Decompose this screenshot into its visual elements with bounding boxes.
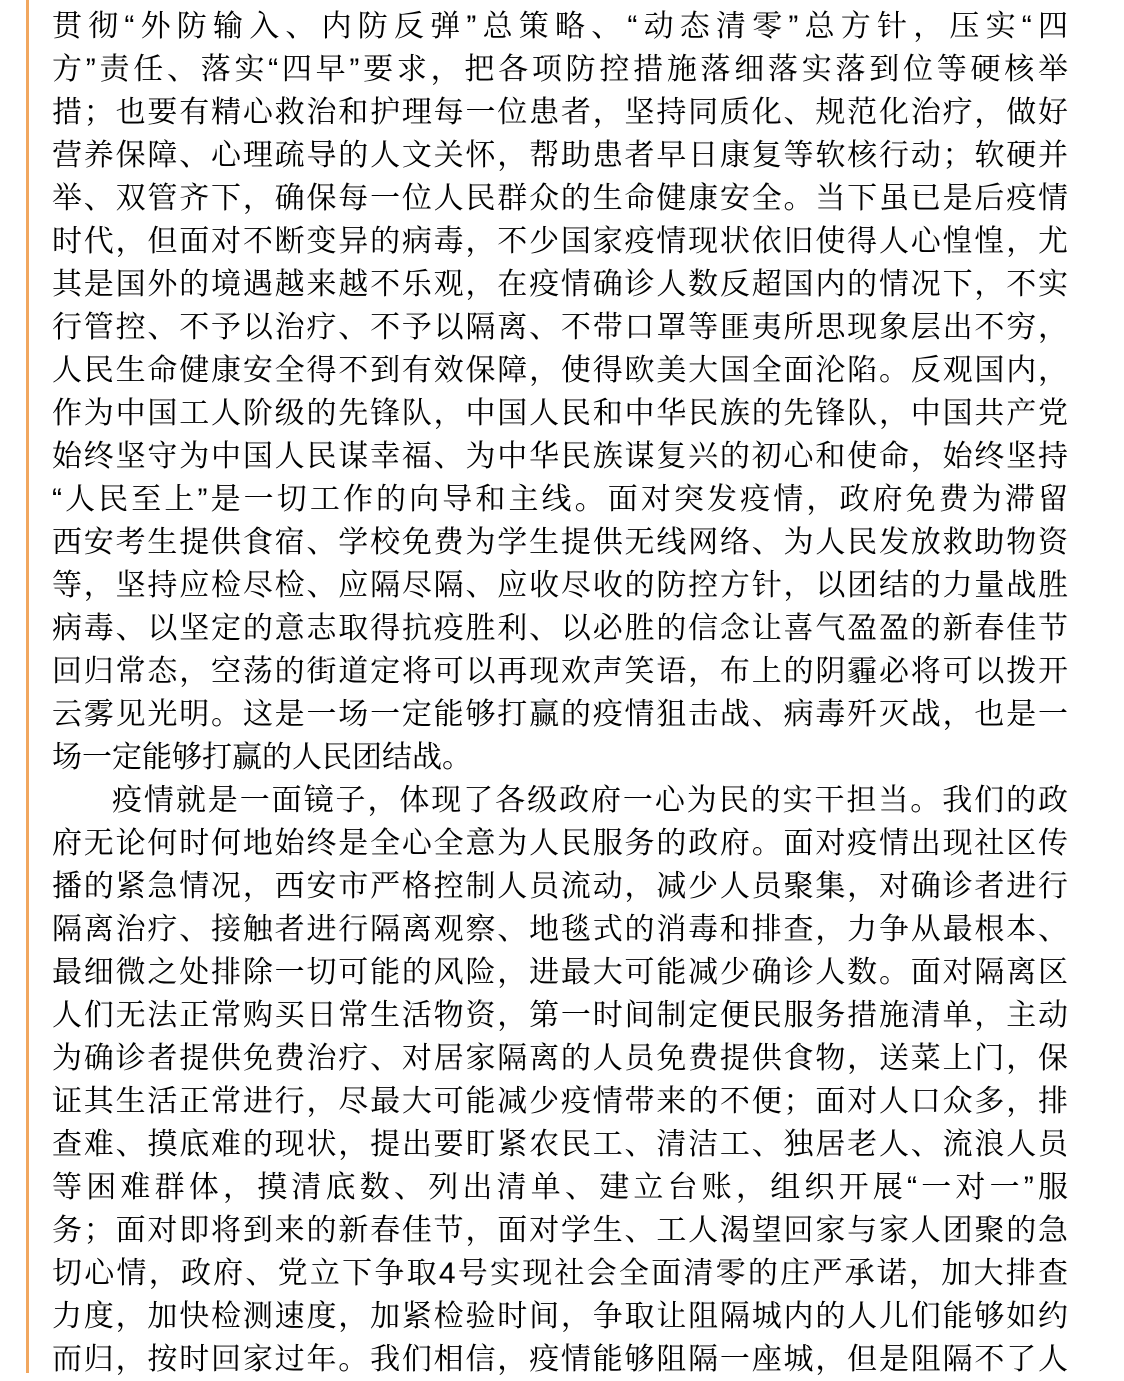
text-line: 云雾见光明。这是一场一定能够打赢的疫情狙击战、病毒歼灭战，也是一 bbox=[52, 698, 1068, 731]
text-line: 为确诊者提供免费治疗、对居家隔离的人员免费提供食物，送菜上门，保 bbox=[52, 1042, 1068, 1075]
text-line: 府无论何时何地始终是全心全意为人民服务的政府。面对疫情出现社区传 bbox=[52, 827, 1068, 860]
text-line: 措；也要有精心救治和护理每一位患者，坚持同质化、规范化治疗，做好 bbox=[52, 96, 1068, 129]
text-line: 作为中国工人阶级的先锋队，中国人民和中华民族的先锋队，中国共产党 bbox=[52, 397, 1068, 430]
text-line: 务；面对即将到来的新春佳节，面对学生、工人渴望回家与家人团聚的急 bbox=[52, 1214, 1068, 1247]
text-line: 始终坚守为中国人民谋幸福、为中华民族谋复兴的初心和使命，始终坚持 bbox=[52, 440, 1068, 473]
text-line: 行管控、不予以治疗、不予以隔离、不带口罩等匪夷所思现象层出不穷， bbox=[52, 311, 1068, 344]
text-line: 证其生活正常进行，尽最大可能减少疫情带来的不便；面对人口众多，排 bbox=[52, 1085, 1068, 1118]
text-line: 举、双管齐下，确保每一位人民群众的生命健康安全。当下虽已是后疫情 bbox=[52, 182, 1068, 215]
text-line-paragraph-end: 场一定能够打赢的人民团结战。 bbox=[52, 741, 472, 774]
text-line: 力度，加快检测速度，加紧检验时间，争取让阻隔城内的人儿们能够如约 bbox=[52, 1300, 1068, 1333]
text-line: 等困难群体，摸清底数、列出清单、建立台账，组织开展“一对一”服 bbox=[52, 1171, 1068, 1204]
text-line: 等，坚持应检尽检、应隔尽隔、应收尽收的防控方针，以团结的力量战胜 bbox=[52, 569, 1068, 602]
text-line: “人民至上”是一切工作的向导和主线。面对突发疫情，政府免费为滞留 bbox=[52, 483, 1068, 516]
text-line: 查难、摸底难的现状，提出要盯紧农民工、清洁工、独居老人、流浪人员 bbox=[52, 1128, 1068, 1161]
document-body-text bbox=[52, 5, 1068, 1381]
text-line: 贯彻“外防输入、内防反弹”总策略、“动态清零”总方针，压实“四 bbox=[52, 10, 1068, 43]
text-line: 人民生命健康安全得不到有效保障，使得欧美大国全面沦陷。反观国内， bbox=[52, 354, 1068, 387]
text-line: 播的紧急情况，西安市严格控制人员流动，减少人员聚集，对确诊者进行 bbox=[52, 870, 1068, 903]
text-line: 其是国外的境遇越来越不乐观，在疫情确诊人数反超国内的情况下，不实 bbox=[52, 268, 1068, 301]
text-line: 最细微之处排除一切可能的风险，进最大可能减少确诊人数。面对隔离区 bbox=[52, 956, 1068, 989]
text-line: 时代，但面对不断变异的病毒，不少国家疫情现状依旧使得人心惶惶，尤 bbox=[52, 225, 1068, 258]
text-line-paragraph-start: 疫情就是一面镜子，体现了各级政府一心为民的实干担当。我们的政 bbox=[112, 784, 1068, 817]
page-border-line bbox=[26, 0, 29, 1373]
text-line: 回归常态，空荡的街道定将可以再现欢声笑语，布上的阴霾必将可以拨开 bbox=[52, 655, 1068, 688]
text-line: 而归，按时回家过年。我们相信，疫情能够阻隔一座城，但是阻隔不了人 bbox=[52, 1343, 1068, 1376]
text-line: 营养保障、心理疏导的人文关怀，帮助患者早日康复等软核行动；软硬并 bbox=[52, 139, 1068, 172]
text-line: 西安考生提供食宿、学校免费为学生提供无线网络、为人民发放救助物资 bbox=[52, 526, 1068, 559]
text-line: 切心情，政府、党立下争取4号实现社会全面清零的庄严承诺，加大排查 bbox=[52, 1257, 1068, 1290]
text-line: 方”责任、落实“四早”要求，把各项防控措施落细落实落到位等硬核举 bbox=[52, 53, 1068, 86]
text-line: 隔离治疗、接触者进行隔离观察、地毯式的消毒和排查，力争从最根本、 bbox=[52, 913, 1068, 946]
text-line: 人们无法正常购买日常生活物资，第一时间制定便民服务措施清单，主动 bbox=[52, 999, 1068, 1032]
text-line: 病毒、以坚定的意志取得抗疫胜利、以必胜的信念让喜气盈盈的新春佳节 bbox=[52, 612, 1068, 645]
